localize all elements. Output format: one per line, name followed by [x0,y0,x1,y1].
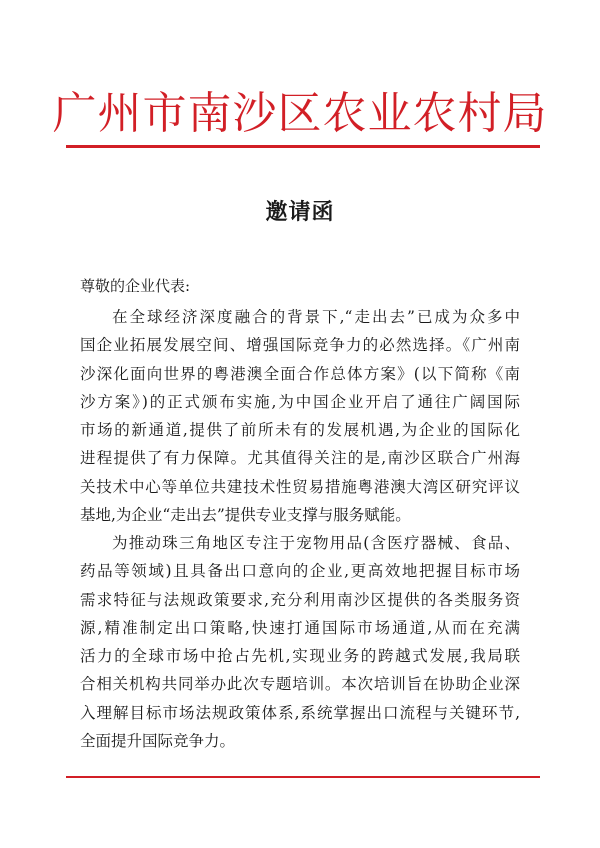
paragraph-2 [80,529,520,755]
paragraph-line: 活力的全球市场中抢占先机,实现业务的跨越式发展,我局联 [80,647,520,666]
paragraph-line: 药品等领域)且具备出口意向的企业,更高效地把握目标市场 [80,562,520,581]
paragraph-line: 在全球经济深度融合的背景下,“走出去”已成为众多中 [112,308,520,326]
paragraph-line: 国企业拓展发展空间、增强国际竞争力的必然选择。《广州南 [80,336,520,355]
paragraph-line: 合相关机构共同举办此次专题培训。本次培训旨在协助企业深 [80,675,520,694]
footer-red-rule [66,776,540,778]
paragraph-line: 沙方案》)的正式颁布实施,为中国企业开启了通往广阔国际 [80,392,520,411]
paragraph-line: 关技术中心等单位共建技术性贸易措施粤港澳大湾区研究评议 [80,477,520,496]
paragraph-line: 源,精准制定出口策略,快速打通国际市场通道,从而在充满 [80,618,520,637]
org-letterhead-title: 广州市南沙区农业农村局 [52,88,548,139]
paragraph-1 [80,303,520,529]
salutation: 尊敬的企业代表: [80,277,191,295]
paragraph-line: 入理解目标市场法规政策体系,系统掌握出口流程与关键环节, [80,703,520,722]
paragraph-line: 进程提供了有力保障。尤其值得关注的是,南沙区联合广州海 [80,449,520,468]
paragraph-line: 市场的新通道,提供了前所未有的发展机遇,为企业的国际化 [80,421,520,440]
paragraph-line: 全面提升国际竞争力。 [80,732,236,751]
paragraph-line: 沙深化面向世界的粤港澳全面合作总体方案》(以下简称《南 [80,364,520,383]
letterhead-red-rule [66,145,540,148]
paragraph-line: 需求特征与法规政策要求,充分利用南沙区提供的各类服务资 [80,590,520,609]
paragraph-line: 基地,为企业“走出去”提供专业支撑与服务赋能。 [80,506,411,525]
document-title: 邀请函 [265,199,335,225]
paragraph-line: 为推动珠三角地区专注于宠物用品(含医疗器械、食品、 [112,534,520,552]
